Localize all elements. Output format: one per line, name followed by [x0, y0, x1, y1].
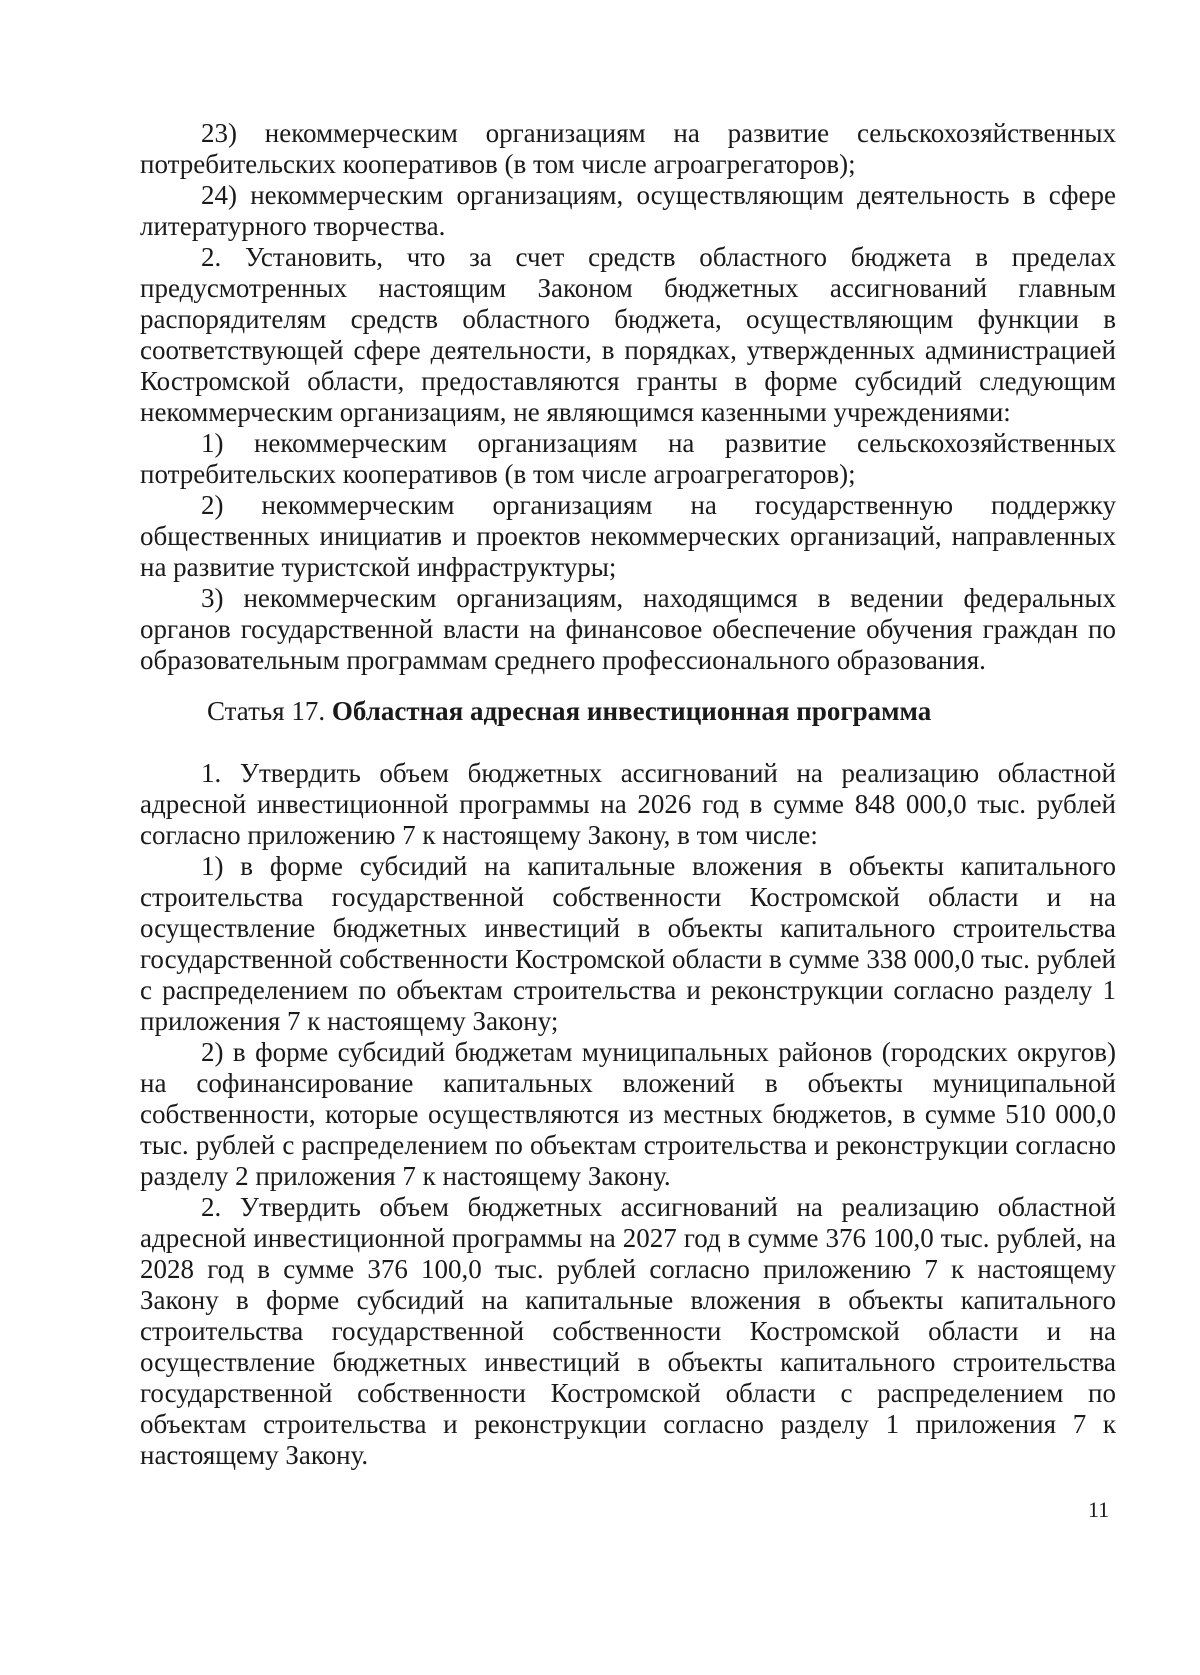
paragraph-article-subitem-2: 2) в форме субсидий бюджетам муниципальных районов (городских округов) на софинансирование капитальных вложений в объекты муниципальной собственности, которые осуществляются из местных бюджетов, в сумме 510 000,0 тыс. рублей с распределением по объектам строительства и реконструкции согласно разделу 2 приложения 7 к настоящему Закону.: [140, 1037, 1116, 1191]
paragraph-article-clause-2: 2. Утвердить объем бюджетных ассигнований на реализацию областной адресной инвестиционной программы на 2027 год в сумме 376 100,0 тыс. рублей, на 2028 год в сумме 376 100,0 тыс. рублей согласно приложению 7 к настоящему Закону в форме субсидий на капитальные вложения в объекты капитального строительства государственной собственности Костромской области и на осуществление бюджетных инвестиций в объекты капитального строительства государственной собственности Костромской области с распределением по объектам строительства и реконструкции согласно разделу 1 приложения 7 к настоящему Закону.: [140, 1192, 1116, 1470]
top-section: [140, 118, 1116, 676]
article-section: [140, 758, 1116, 1471]
page-number: 11: [1088, 1497, 1110, 1522]
paragraph-subitem-2: 2) некоммерческим организациям на государственную поддержку общественных инициатив и проектов некоммерческих организаций, направленных на развитие туристской инфраструктуры;: [140, 490, 1116, 582]
paragraph-clause-2: 2. Установить, что за счет средств областного бюджета в пределах предусмотренных настоящим Законом бюджетных ассигнований главным распорядителям средств областного бюджета, осуществляющим функции в соответствующей сфере деятельности, в порядках, утвержденных администрацией Костромской области, предоставляются гранты в форме субсидий следующим некоммерческим организациям, не являющимся казенными учреждениями:: [140, 242, 1116, 427]
paragraph-article-subitem-1: 1) в форме субсидий на капитальные вложения в объекты капитального строительства государственной собственности Костромской области и на осуществление бюджетных инвестиций в объекты капитального строительства государственной собственности Костромской области в сумме 338 000,0 тыс. рублей с распределением по объектам строительства и реконструкции согласно разделу 1 приложения 7 к настоящему Закону;: [140, 851, 1116, 1036]
paragraph-item-23: 23) некоммерческим организациям на развитие сельскохозяйственных потребительских кооперативов (в том числе агроагрегаторов);: [140, 118, 1116, 179]
article-title: Областная адресная инвестиционная программа: [331, 696, 932, 726]
article-heading: [207, 696, 931, 727]
paragraph-item-24: 24) некоммерческим организациям, осуществляющим деятельность в сфере литературного творчества.: [140, 180, 1116, 241]
paragraph-article-clause-1: 1. Утвердить объем бюджетных ассигнований на реализацию областной адресной инвестиционной программы на 2026 год в сумме 848 000,0 тыс. рублей согласно приложению 7 к настоящему Закону, в том числе:: [140, 758, 1116, 850]
paragraph-subitem-3: 3) некоммерческим организациям, находящимся в ведении федеральных органов государственной власти на финансовое обеспечение обучения граждан по образовательным программам среднего профессионального образования.: [140, 583, 1116, 675]
article-number: Статья 17.: [207, 696, 326, 726]
paragraph-subitem-1: 1) некоммерческим организациям на развитие сельскохозяйственных потребительских кооперативов (в том числе агроагрегаторов);: [140, 428, 1116, 489]
